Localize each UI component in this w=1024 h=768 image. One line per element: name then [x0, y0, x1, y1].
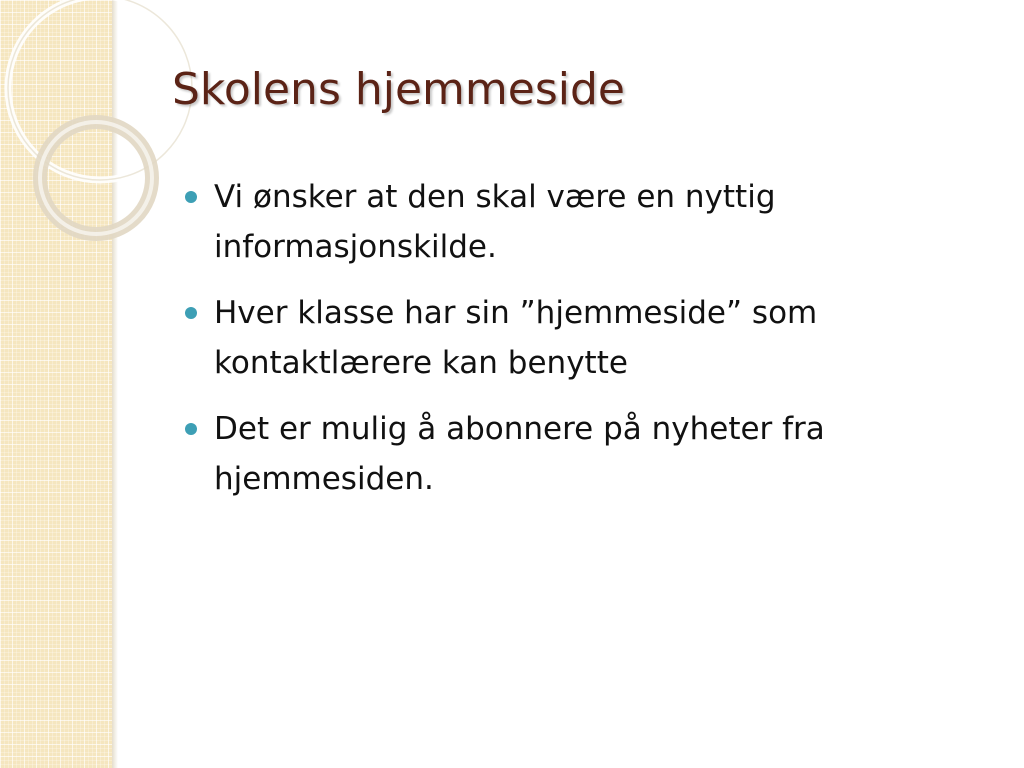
round-bullet-icon — [185, 423, 197, 435]
bullet-item — [182, 172, 972, 272]
bullet-item — [182, 404, 972, 504]
bullet-text: Det er mulig å abonnere på nyheter fra hjemmesiden. — [214, 411, 825, 497]
bullet-list — [182, 172, 972, 520]
bullet-text: Vi ønsker at den skal være en nyttig informasjonskilde. — [214, 179, 776, 265]
round-bullet-icon — [185, 191, 197, 203]
round-bullet-icon — [185, 307, 197, 319]
slide-title: Skolens hjemmeside — [172, 64, 625, 115]
decorative-rings — [0, 0, 180, 260]
bullet-text: Hver klasse har sin ”hjemmeside” som kontaktlærere kan benytte — [214, 295, 818, 381]
bullet-item — [182, 288, 972, 388]
